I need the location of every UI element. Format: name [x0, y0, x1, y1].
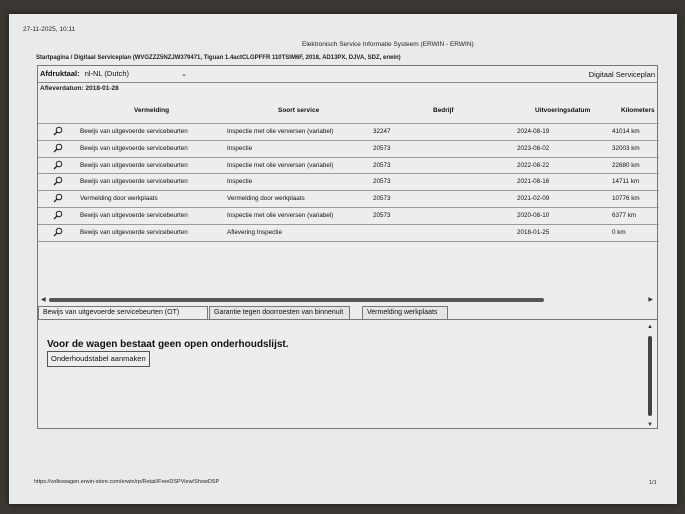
cell-datum: 2024-08-19	[517, 128, 550, 135]
cell-km: 22680 km	[612, 161, 640, 169]
print-page-number: 1/1	[649, 480, 657, 486]
print-title: Elektronisch Service Informatie Systeem (ERWIN - ERWIN)	[302, 41, 474, 48]
cell-vermelding: Bewijs van uitgevoerde servicebeurten	[80, 144, 188, 152]
cell-km: 10776 km	[612, 195, 640, 203]
tab-servicebeurten[interactable]: Bewijs van uitgevoerde servicebeurten (OT)	[38, 306, 208, 319]
cell-km: 14711 km	[612, 178, 640, 186]
print-date: 27-11-2025, 10:11	[23, 26, 76, 33]
vertical-scroll-thumb[interactable]	[648, 336, 652, 416]
table-row[interactable]	[38, 141, 659, 158]
cell-soort: Vermelding door werkplaats	[227, 195, 305, 203]
cell-soort: Inspectie	[227, 144, 253, 152]
table-row[interactable]	[38, 174, 659, 191]
col-header-uitvoeringsdatum[interactable]: Uitvoeringsdatum	[535, 107, 591, 114]
service-table	[38, 123, 659, 242]
col-header-kilometers[interactable]: Kilometers	[621, 107, 655, 114]
cell-vermelding: Bewijs van uitgevoerde servicebeurten	[80, 161, 188, 169]
scroll-left-icon[interactable]: ◀	[41, 297, 46, 303]
cell-datum: 2020-08-10	[517, 211, 550, 219]
table-row[interactable]	[38, 191, 659, 208]
cell-datum: 2021-08-16	[517, 178, 550, 186]
cell-km: 32003 km	[612, 144, 640, 152]
table-row[interactable]	[38, 123, 659, 141]
horizontal-scroll-thumb[interactable]	[49, 298, 544, 302]
magnifier-icon[interactable]	[53, 160, 63, 170]
magnifier-icon[interactable]	[53, 210, 63, 220]
cell-soort: Inspectie met olie verversen (variabel)	[227, 211, 334, 219]
scroll-up-icon[interactable]: ▲	[647, 324, 653, 330]
cell-soort: Inspectie met olie verversen (variabel)	[227, 128, 334, 135]
cell-bedrijf: 20573	[373, 161, 391, 169]
cell-bedrijf: 32247	[373, 128, 391, 135]
magnifier-icon[interactable]	[53, 227, 63, 237]
language-selector-row	[40, 69, 187, 78]
app-title: Digitaal Serviceplan	[588, 70, 655, 79]
tab-garantie-doorroesten[interactable]: Garantie tegen doorroesten van binnenuit	[209, 306, 350, 319]
vertical-scrollbar[interactable]	[646, 324, 654, 428]
tab-divider	[38, 319, 657, 320]
cell-datum: 2018-01-25	[517, 228, 550, 236]
breadcrumb[interactable]: Startpagina / Digitaal Serviceplan (WVGZZZ5NZJW379471, Tiguan 1.4actCLGPFFR 110TSIM6F, 2018, AD13PX, DJVA, SDZ, erwin)	[36, 55, 401, 61]
col-header-bedrijf[interactable]: Bedrijf	[433, 107, 454, 114]
header-divider	[38, 82, 657, 83]
cell-datum: 2021-02-09	[517, 195, 550, 203]
cell-vermelding: Bewijs van uitgevoerde servicebeurten	[80, 128, 188, 135]
create-maintenance-table-button[interactable]: Onderhoudstabel aanmaken	[47, 351, 150, 367]
scroll-down-icon[interactable]: ▼	[647, 422, 653, 428]
chevron-down-icon: ⌄	[181, 71, 187, 78]
col-header-soort-service[interactable]: Soort service	[278, 107, 320, 114]
cell-km: 6377 km	[612, 211, 637, 219]
cell-datum: 2022-08-22	[517, 161, 550, 169]
cell-km: 41014 km	[612, 128, 640, 135]
cell-vermelding: Bewijs van uitgevoerde servicebeurten	[80, 178, 188, 186]
cell-bedrijf: 20573	[373, 178, 391, 186]
scroll-right-icon[interactable]: ▶	[648, 297, 653, 303]
language-label: Afdruktaal:	[40, 69, 80, 78]
cell-bedrijf: 20573	[373, 211, 391, 219]
cell-km: 0 km	[612, 228, 626, 236]
table-row[interactable]	[38, 225, 659, 242]
table-row[interactable]	[38, 208, 659, 225]
delivery-date: Afleverdatum: 2018-01-28	[40, 85, 119, 92]
tab-vermelding-werkplaats[interactable]: Vermelding werkplaats	[362, 306, 448, 319]
language-value: nl-NL (Dutch)	[84, 69, 130, 78]
cell-datum: 2023-08-02	[517, 144, 550, 152]
col-header-vermelding[interactable]: Vermelding	[134, 107, 170, 114]
cell-vermelding: Bewijs van uitgevoerde servicebeurten	[80, 211, 188, 219]
print-footer-url: https://volkswagen.erwin-store.com/erwin/rp/Retail/FreeDSPView/ShowDSP	[34, 479, 220, 485]
cell-soort: Inspectie met olie verversen (variabel)	[227, 161, 334, 169]
cell-bedrijf: 20573	[373, 144, 391, 152]
no-maintenance-message: Voor de wagen bestaat geen open onderhoudslijst.	[47, 339, 289, 350]
cell-vermelding: Bewijs van uitgevoerde servicebeurten	[80, 228, 188, 236]
language-select[interactable]	[85, 69, 187, 78]
cell-bedrijf: 20573	[373, 195, 391, 203]
magnifier-icon[interactable]	[53, 193, 63, 203]
magnifier-icon[interactable]	[53, 143, 63, 153]
cell-soort: Aflevering Inspectie	[227, 228, 282, 236]
tab-bar	[38, 306, 659, 320]
magnifier-icon[interactable]	[53, 126, 63, 136]
table-row[interactable]	[38, 158, 659, 175]
service-plan-frame	[37, 65, 658, 429]
horizontal-scrollbar[interactable]	[41, 297, 653, 303]
cell-soort: Inspectie	[227, 178, 253, 186]
magnifier-icon[interactable]	[53, 176, 63, 186]
cell-vermelding: Vermelding door werkplaats	[80, 195, 158, 203]
